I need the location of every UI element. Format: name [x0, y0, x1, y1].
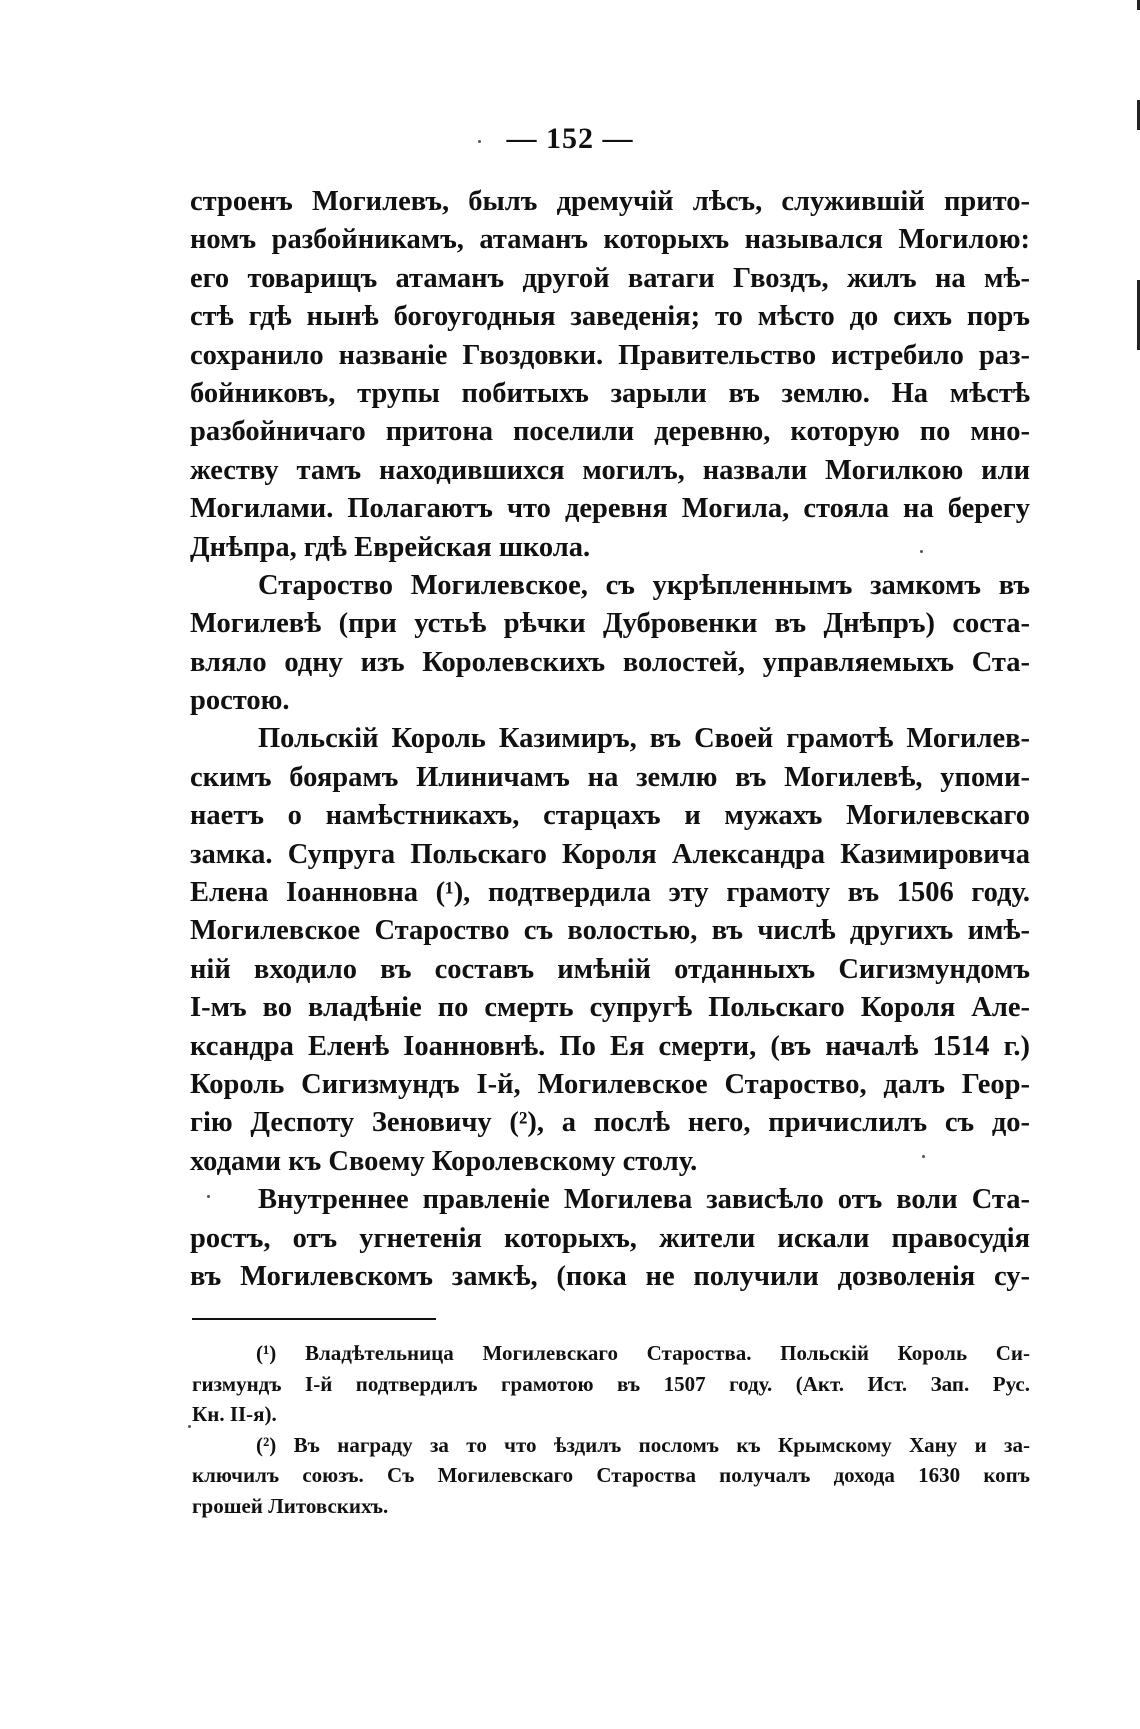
scan-speck [207, 1195, 210, 1198]
page-number: — 152 — [506, 122, 634, 155]
text-line: Елена Іоанновна (¹), подтвердила эту грамоту въ 1506 году. [190, 877, 1030, 909]
footnote-line: гизмундъ І-й подтвердилъ грамотою въ 1507 году. (Акт. Ист. Зап. Рус. [192, 1371, 1030, 1396]
scan-speck [920, 550, 923, 553]
text-line: Днѣпра, гдѣ Еврейская школа. [190, 531, 591, 563]
text-line: ходами къ Своему Королевскому столу. [190, 1145, 698, 1177]
text-line: Могилами. Полагаютъ что деревня Могила, стояла на берегу [190, 493, 1030, 525]
text-line: Могилевѣ (при устьѣ рѣчки Дубровенки въ Днѣпръ) соста- [190, 608, 1030, 640]
footnote-line: Кн. ІІ-я). [192, 1402, 277, 1426]
main-text [190, 183, 1030, 1296]
text-line: жеству тамъ находившихся могилъ, назвали Могилкою или [190, 454, 1030, 486]
footnote-line: (²) Въ награду за то что ѣздилъ посломъ къ Крымскому Хану и за- [256, 1432, 1030, 1457]
text-line: его товарищъ атаманъ другой ватаги Гвоздъ, жилъ на мѣ- [190, 262, 1030, 294]
text-line: замка. Супруга Польскаго Короля Александра Казимировича [190, 838, 1030, 870]
footnote-line: ключилъ союзъ. Съ Могилевскаго Староства получалъ дохода 1630 копъ [192, 1463, 1030, 1487]
text-line: строенъ Могилевъ, былъ дремучій лѣсъ, служившій прито- [190, 186, 1030, 217]
text-line: сохранило названіе Гвоздовки. Правительство истребило раз- [190, 339, 1030, 371]
text-line: ростъ, отъ угнетенія которыхъ, жители искали правосудія [190, 1222, 1030, 1254]
scan-speck [478, 140, 481, 143]
text-line: гію Деспоту Зеновичу (²), а послѣ него, причислилъ съ до- [190, 1107, 1030, 1139]
text-line: Польскій Король Казимиръ, въ Своей грамотѣ Могилев- [258, 723, 1030, 755]
footnotes [192, 1338, 1030, 1521]
text-line: разбойничаго притона поселили деревню, которую по мно- [190, 416, 1030, 448]
text-line: стѣ гдѣ нынѣ богоугодныя заведенія; то мѣсто до сихъ поръ [190, 301, 1030, 333]
text-line: ростою. [190, 685, 290, 717]
text-line: вляло одну изъ Королевскихъ волостей, управляемыхъ Ста- [190, 646, 1030, 678]
text-line: Староство Могилевское, съ укрѣпленнымъ замкомъ въ [258, 569, 1030, 601]
footnote-line: (¹) Владѣтельница Могилевскаго Староства. Польскій Король Си- [256, 1341, 1030, 1365]
text-line: наетъ о намѣстникахъ, старцахъ и мужахъ Могилевскаго [190, 800, 1030, 832]
text-line: въ Могилевскомъ замкѣ, (пока не получили дозволенія су- [190, 1260, 1030, 1292]
footnote-rule [192, 1318, 436, 1320]
text-line: бойниковъ, трупы побитыхъ зарыли въ землю. На мѣстѣ [190, 377, 1030, 409]
footnote-line: грошей Литовскихъ. [192, 1493, 389, 1518]
scan-speck [188, 1425, 191, 1428]
text-line: ній входило въ составъ имѣній отданныхъ Сигизмундомъ [190, 953, 1030, 985]
text-line: Внутреннее правленіе Могилева зависѣло отъ воли Ста- [258, 1184, 1030, 1216]
scan-speck [922, 1155, 925, 1158]
text-line: Король Сигизмундъ І-й, Могилевское Староство, далъ Геор- [190, 1068, 1030, 1100]
text-line: І-мъ во владѣніе по смерть супругѣ Польскаго Короля Але- [190, 992, 1030, 1024]
text-line: скимъ боярамъ Илиничамъ на землю въ Могилевѣ, упоми- [190, 761, 1030, 793]
text-line: номъ разбойникамъ, атаманъ которыхъ назывался Могилою: [190, 224, 1030, 256]
text-line: ксандра Еленѣ Іоанновнѣ. По Ея смерти, (въ началѣ 1514 г.) [190, 1030, 1030, 1062]
text-line: Могилевское Староство съ волостью, въ числѣ другихъ имѣ- [190, 915, 1030, 947]
